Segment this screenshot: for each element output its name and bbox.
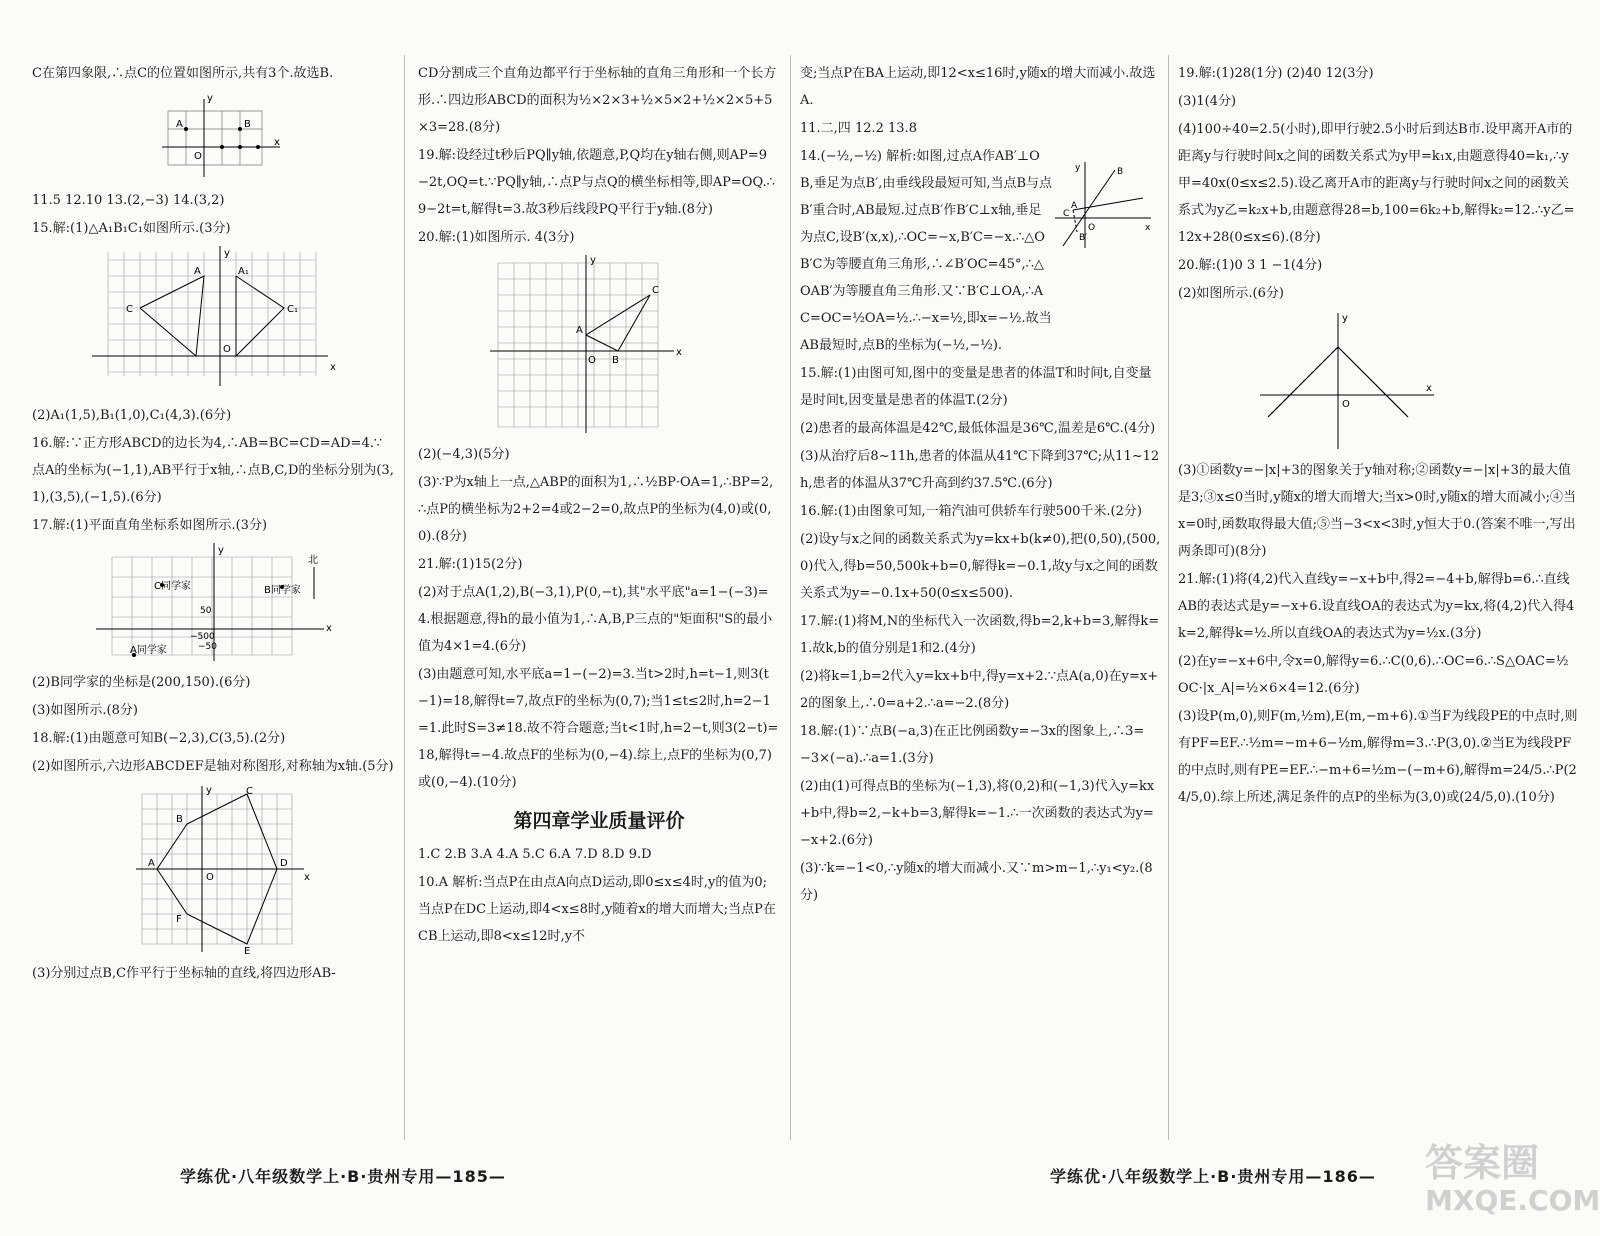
column-divider bbox=[404, 55, 405, 1140]
label-y: y bbox=[224, 248, 230, 259]
label-f: F bbox=[176, 914, 182, 925]
column-divider bbox=[1168, 55, 1169, 1140]
figure-abs-function bbox=[1258, 311, 1438, 451]
watermark-line2: MXQE.COM bbox=[1425, 1184, 1600, 1217]
text: (3)如图所示.(8分) bbox=[32, 703, 138, 718]
text: 21.解:(1)15(2分) bbox=[418, 557, 523, 572]
text: 18.解:(1)由题意可知B(−2,3),C(3,5).(2分) bbox=[32, 731, 286, 746]
text: (4)100÷40=2.5(小时),即甲行驶2.5小时后到达B市.设甲离开A市的距离y与行驶时间x之间的函数关系式为y甲=k₁x,由题意得40=k₁,∴y甲=40x(0≤x≤2.5).设乙离开A市的距离y与行驶时间x之间的函数关系式为y乙=k₂x+b,由题意得28=b,100=6k₂+b,解得k₂=12.∴y乙=12x+28(0≤x≤6).(8分) bbox=[1178, 122, 1575, 245]
figure-hexagon bbox=[132, 784, 312, 954]
text: (3)∵P为x轴上一点,△ABP的面积为1,∴½BP·OA=1,∴BP=2,∴点P的横坐标为2+2=4或2−2=0,故点P的坐标为(4,0)或(0,0).(8分) bbox=[418, 475, 774, 544]
text: (3)由题意可知,水平底a=1−(−2)=3.当t>2时,h=t−1,则3(t−1)=18,解得t=7,故点F的坐标为(0,7);当1≤t≤2时,h=2−1=1.此时S=3≠18.故不符合题意;当t<1时,h=2−t,则3(2−t)=18,解得t=−4.故点F的坐标为(0,−4).综上,点F的坐标为(0,7)或(0,−4).(10分) bbox=[418, 667, 779, 790]
label-x: x bbox=[304, 872, 310, 883]
label-b-home: B同学家 bbox=[264, 585, 301, 596]
text: 16.解:(1)由图象可知,一箱汽油可供轿车行驶500千米.(2分) bbox=[800, 504, 1142, 519]
label-o: O bbox=[206, 872, 214, 883]
label-c: C bbox=[652, 285, 659, 296]
label-b: B bbox=[612, 355, 619, 366]
column-2 bbox=[418, 60, 780, 951]
label-a: A bbox=[194, 266, 201, 277]
label-d: D bbox=[280, 858, 288, 869]
text: (2)(−4,3)(5分) bbox=[418, 447, 510, 462]
label-b: B bbox=[176, 814, 183, 825]
footer-left: 学练优·八年级数学上·B·贵州专用—185— bbox=[180, 1167, 506, 1186]
figure-coordinate-points bbox=[162, 91, 292, 181]
footer-right: 学练优·八年级数学上·B·贵州专用—186— bbox=[1050, 1167, 1376, 1186]
tick-neg500: −500 bbox=[190, 632, 215, 642]
text: (2)B同学家的坐标是(200,150).(6分) bbox=[32, 675, 251, 690]
watermark-line1: 答案圈 bbox=[1425, 1141, 1540, 1185]
column-4 bbox=[1178, 60, 1578, 812]
label-y: y bbox=[206, 785, 212, 796]
text: (3)设P(m,0),则F(m,½m),E(m,−m+6).①当F为线段PE的中点时,则有PF=EF.∴½m=−m+6−½m,解得m=3.∴P(3,0).②当E为线段PF的中点时,则有PE=EF.∴−m+6=½m−(−m+6),解得m=24/5.∴P(24/5,0).综上所述,满足条件的点P的坐标为(3,0)或(24/5,0).(10分) bbox=[1178, 709, 1578, 805]
label-y: y bbox=[207, 93, 213, 104]
text: 变;当点P在BA上运动,即12<x≤16时,y随x的增大而减小.故选A. bbox=[800, 66, 1156, 108]
label-y: y bbox=[1342, 313, 1348, 324]
label-x: x bbox=[1145, 223, 1151, 233]
text: 17.解:(1)将M,N的坐标代入一次函数,得b=2,k+b=3,解得k=1.故k,b的值分别是1和2.(4分) bbox=[800, 614, 1160, 656]
watermark-logo bbox=[1425, 1140, 1600, 1230]
text: C在第四象限,∴点C的位置如图所示,共有3个.故选B. bbox=[32, 66, 334, 81]
label-a: A bbox=[576, 325, 583, 336]
text: 20.解:(1)如图所示. 4(3分) bbox=[418, 230, 575, 245]
label-y: y bbox=[1075, 163, 1081, 173]
text: (2)在y=−x+6中,令x=0,解得y=6.∴C(0,6).∴OC=6.∴S△OAC=½OC·|x_A|=½×6×4=12.(6分) bbox=[1178, 654, 1569, 696]
label-a: A bbox=[148, 858, 155, 869]
text: (2)将k=1,b=2代入y=kx+b中,得y=x+2.∵点A(a,0)在y=x+2的图象上,∴0=a+2.∴a=−2.(8分) bbox=[800, 669, 1159, 711]
label-e: E bbox=[244, 946, 251, 954]
figure-perpendicular bbox=[1055, 160, 1155, 250]
label-x: x bbox=[326, 623, 332, 634]
label-c-home: C同学家 bbox=[154, 581, 191, 592]
text: 11.二,四 12.2 13.8 bbox=[800, 121, 917, 136]
figure-triangle-abc bbox=[488, 255, 688, 435]
column-divider bbox=[790, 55, 791, 1140]
text: CD分割成三个直角边都平行于坐标轴的直角三角形和一个长方形.∴四边形ABCD的面积为½×2×3+½×5×2+½×2×5+5×3=28.(8分) bbox=[418, 66, 777, 135]
text: (3)分别过点B,C作平行于坐标轴的直线,将四边形AB- bbox=[32, 966, 336, 981]
text: 20.解:(1)0 3 1 −1(4分) bbox=[1178, 258, 1323, 273]
label-a: A bbox=[1071, 201, 1078, 211]
text: (2)设y与x之间的函数关系式为y=kx+b(k≠0),把(0,50),(500,0)代入,得b=50,500k+b=0,解得k=−0.1,故y与x之间的函数关系式为y=−0.1x+50(0≤x≤500). bbox=[800, 532, 1161, 601]
figure-map-homes bbox=[92, 543, 342, 663]
label-y: y bbox=[218, 545, 224, 556]
label-y: y bbox=[590, 255, 596, 266]
text: (2)对于点A(1,2),B(−3,1),P(0,−t),其"水平底"a=1−(−3)=4.根据题意,得h的最小值为1,∴A,B,P三点的"矩面积"S的最小值为4×1=4.(6分) bbox=[418, 585, 773, 654]
label-b: B bbox=[244, 119, 251, 130]
text: 14.(−½,−½) 解析:如图,过点A作AB′⊥OB,垂足为点B′,由垂线段最短可知,当点B与点B′重合时,AB最短.过点B′作B′C⊥x轴,垂足为点C,设B′(x,x),∴OC=−x,B′C=−x.∴△OB′C为等腰直角三角形,∴∠B′OC=45°,∴△OAB′为等腰直角三角形.又∵B′C⊥OA,∴AC=OC=½OA=½.∴−x=½,即x=−½.故当AB最短时,点B的坐标为(−½,−½). bbox=[800, 149, 1053, 353]
text: (2)A₁(1,5),B₁(1,0),C₁(4,3).(6分) bbox=[32, 408, 232, 423]
text: (2)由(1)可得点B的坐标为(−1,3),将(0,2)和(−1,3)代入y=kx+b中,得b=2,−k+b=3,解得k=−1.∴一次函数的表达式为y=−x+2.(6分) bbox=[800, 779, 1155, 848]
column-1 bbox=[32, 60, 394, 988]
text: 19.解:(1)28(1分) (2)40 12(3分) bbox=[1178, 66, 1374, 81]
text: 10.A 解析:当点P在由点A向点D运动,即0≤x≤4时,y的值为0;当点P在DC上运动,即4<x≤8时,y随着x的增大而增大;当点P在CB上运动,即8<x≤12时,y不 bbox=[418, 875, 776, 944]
label-o: O bbox=[194, 151, 202, 162]
text: 19.解:设经过t秒后PQ∥y轴,依题意,P,Q均在y轴右侧,则AP=9−2t,OQ=t.∵PQ∥y轴,∴点P与点Q的横坐标相等,即AP=OQ.∴9−2t=t,解得t=3.故3秒后线段PQ平行于y轴.(8分) bbox=[418, 148, 775, 217]
label-o: O bbox=[1342, 399, 1350, 410]
text: 15.解:(1)由图可知,图中的变量是患者的体温T和时间t,自变量是时间t,因变量是患者的体温T.(2分) bbox=[800, 366, 1152, 408]
label-x: x bbox=[676, 347, 682, 358]
text: (3)∵k=−1<0,∴y随x的增大而减小.又∵m>m−1,∴y₁<y₂.(8分) bbox=[800, 861, 1153, 903]
text: 21.解:(1)将(4,2)代入直线y=−x+b中,得2=−4+b,解得b=6.∴直线AB的表达式是y=−x+6.设直线OA的表达式为y=kx,将(4,2)代入得4k=2,解得k=½.所以直线OA的表达式为y=½x.(3分) bbox=[1178, 572, 1575, 641]
text: (2)患者的最高体温是42℃,最低体温是36℃,温差是6℃.(4分) bbox=[800, 421, 1156, 436]
label-o: O bbox=[1088, 223, 1096, 233]
label-c1: C₁ bbox=[287, 304, 298, 315]
text: (3)①函数y=−|x|+3的图象关于y轴对称;②函数y=−|x|+3的最大值是3;③x≤0当时,y随x的增大而增大;当x>0时,y随x的增大而减小;④当x=0时,函数取得最大值;⑤当−3<x<3时,y恒大于0.(答案不唯一,写出两条即可)(8分) bbox=[1178, 463, 1577, 559]
label-a1: A₁ bbox=[238, 266, 249, 277]
label-b: B bbox=[1117, 167, 1124, 177]
text: 18.解:(1)∵点B(−a,3)在正比例函数y=−3x的图象上,∴3=−3×(−a).∴a=1.(3分) bbox=[800, 724, 1145, 766]
label-bprime: B′ bbox=[1079, 233, 1088, 243]
tick-50: 50 bbox=[200, 606, 212, 616]
text: (3)从治疗后8~11h,患者的体温从41℃下降到37℃;从11~12h,患者的体温从37℃升高到约37.5℃.(6分) bbox=[800, 449, 1160, 491]
label-a-home: A同学家 bbox=[130, 645, 167, 656]
text: 11.5 12.10 13.(2,−3) 14.(3,2) bbox=[32, 193, 225, 208]
text: (3)1(4分) bbox=[1178, 94, 1237, 109]
figure-triangle-reflection bbox=[92, 246, 342, 396]
chapter-title: 第四章学业质量评价 bbox=[513, 810, 685, 832]
label-o: O bbox=[223, 344, 231, 355]
text: 17.解:(1)平面直角坐标系如图所示.(3分) bbox=[32, 518, 268, 533]
text: (2)如图所示.(6分) bbox=[1178, 286, 1284, 301]
label-x: x bbox=[274, 137, 280, 148]
text: (2)如图所示,六边形ABCDEF是轴对称图形,对称轴为x轴.(5分) bbox=[32, 759, 394, 774]
label-a: A bbox=[176, 119, 183, 130]
label-c: C bbox=[1063, 209, 1070, 219]
text: 15.解:(1)△A₁B₁C₁如图所示.(3分) bbox=[32, 221, 231, 236]
text: 16.解:∵正方形ABCD的边长为4,∴AB=BC=CD=AD=4.∵点A的坐标为(−1,1),AB平行于x轴,∴点B,C,D的坐标分别为(3,1),(3,5),(−1,5).(6分) bbox=[32, 436, 394, 505]
label-x: x bbox=[330, 362, 336, 373]
label-north: 北 bbox=[308, 555, 318, 566]
tick-neg50: −50 bbox=[198, 642, 217, 652]
label-c: C bbox=[246, 786, 253, 797]
label-o: O bbox=[588, 355, 596, 366]
text: 1.C 2.B 3.A 4.A 5.C 6.A 7.D 8.D 9.D bbox=[418, 847, 652, 862]
label-x: x bbox=[1426, 383, 1432, 394]
label-c: C bbox=[126, 304, 133, 315]
